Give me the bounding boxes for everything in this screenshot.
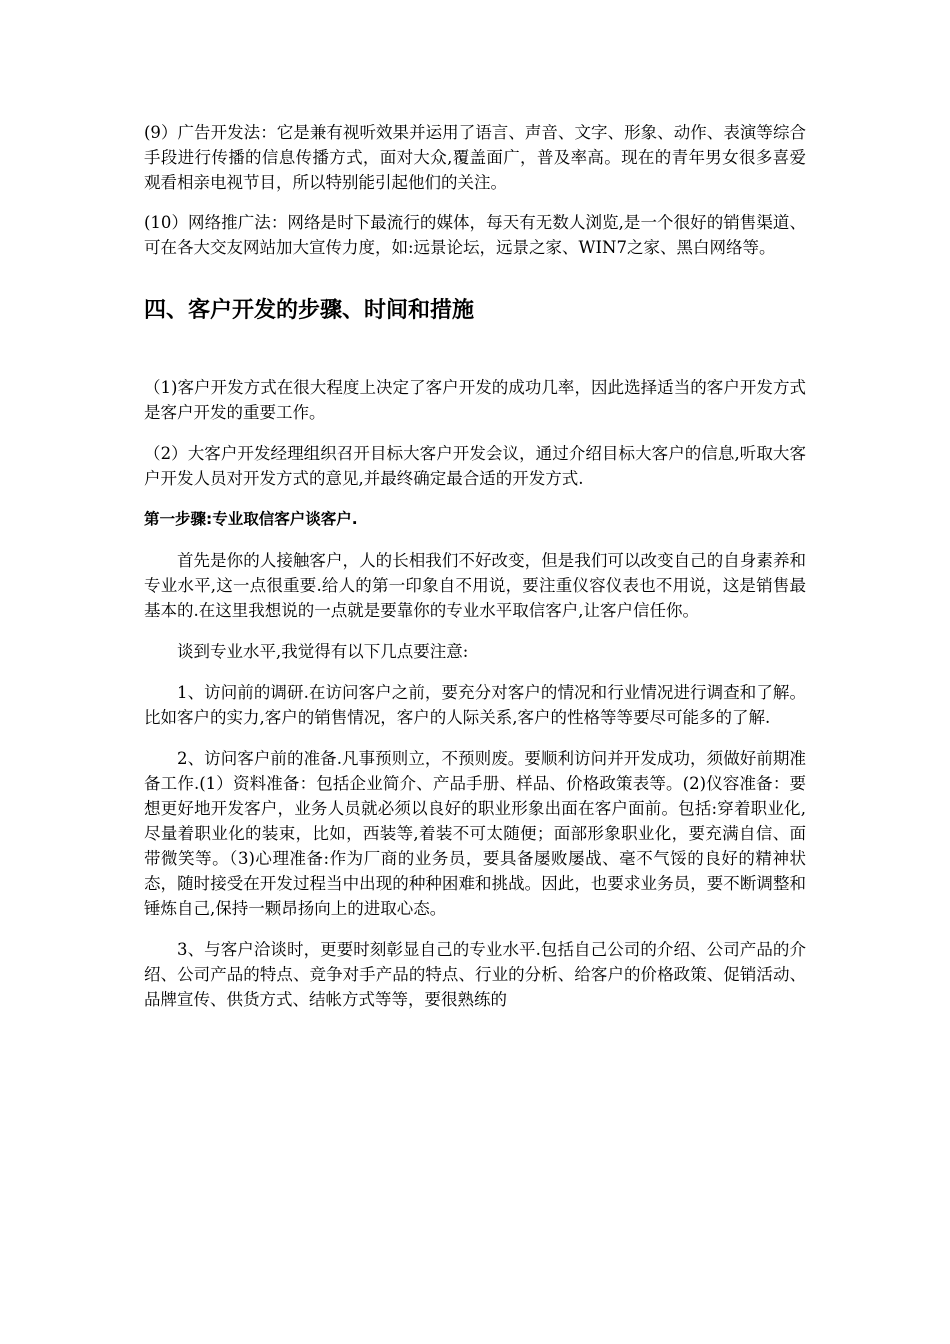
paragraph-point-2: 2、访问客户前的准备.凡事预则立，不预则废。要顺利访问并开发成功，须做好前期准备工作.(1）资料准备：包括企业简介、产品手册、样品、价格政策表等。(2)仪容准备：要想更好地开发客户，业务人员就必须以良好的职业形象出面在客户面前。包括:穿着职业化,尽量着职业化的装束，比如，西装等,着装不可太随便；面部形象职业化，要充满自信、面带微笑等。（3)心理准备:作为厂商的业务员，要具备屡败屡战、毫不气馁的良好的精神状态，随时接受在开发过程当中出现的种种困难和挑战。因此，也要求业务员，要不断调整和锤炼自己,保持一颗昂扬向上的进取心态。 xyxy=(144,749,806,918)
paragraph-item-2: （2）大客户开发经理组织召开目标大客户开发会议，通过介绍目标大客户的信息,听取大客户开发人员对开发方式的意见,并最终确定最合适的开发方式. xyxy=(144,444,806,488)
paragraph-point-3: 3、与客户洽谈时，更要时刻彰显自己的专业水平.包括自己公司的介绍、公司产品的介绍、公司产品的特点、竞争对手产品的特点、行业的分析、给客户的价格政策、促销活动、品牌宣传、供货方式、结帐方式等等，要很熟练的 xyxy=(144,940,806,1009)
paragraph-point-1: 1、访问前的调研.在访问客户之前，要充分对客户的情况和行业情况进行调查和了解。比如客户的实力,客户的销售情况，客户的人际关系,客户的性格等等要尽可能多的了解. xyxy=(144,683,806,727)
step-1-heading: 第一步骤:专业取信客户谈客户. xyxy=(144,510,358,528)
paragraph-item-1: （1)客户开发方式在很大程度上决定了客户开发的成功几率，因此选择适当的客户开发方式是客户开发的重要工作。 xyxy=(144,378,806,422)
section-heading: 四、客户开发的步骤、时间和措施 xyxy=(144,298,475,323)
paragraph-body-1: 首先是你的人接触客户，人的长相我们不好改变，但是我们可以改变自己的自身素养和专业水平,这一点很重要.给人的第一印象自不用说，要注重仪容仪表也不用说，这是销售最基本的.在这里我想说的一点就是要靠你的专业水平取信客户,让客户信任你。 xyxy=(144,551,806,620)
paragraph-internet-promotion: (10）网络推广法：网络是时下最流行的媒体，每天有无数人浏览,是一个很好的销售渠道、可在各大交友网站加大宣传力度，如:远景论坛，远景之家、WIN7之家、黑白网络等。 xyxy=(144,213,806,257)
document-page xyxy=(144,120,806,1012)
paragraph-body-2: 谈到专业水平,我觉得有以下几点要注意: xyxy=(177,642,469,661)
paragraph-advertising-method: (9）广告开发法：它是兼有视听效果并运用了语言、声音、文字、形象、动作、表演等综合手段进行传播的信息传播方式，面对大众,覆盖面广，普及率高。现在的青年男女很多喜爱观看相亲电视节目，所以特别能引起他们的关注。 xyxy=(144,123,806,192)
